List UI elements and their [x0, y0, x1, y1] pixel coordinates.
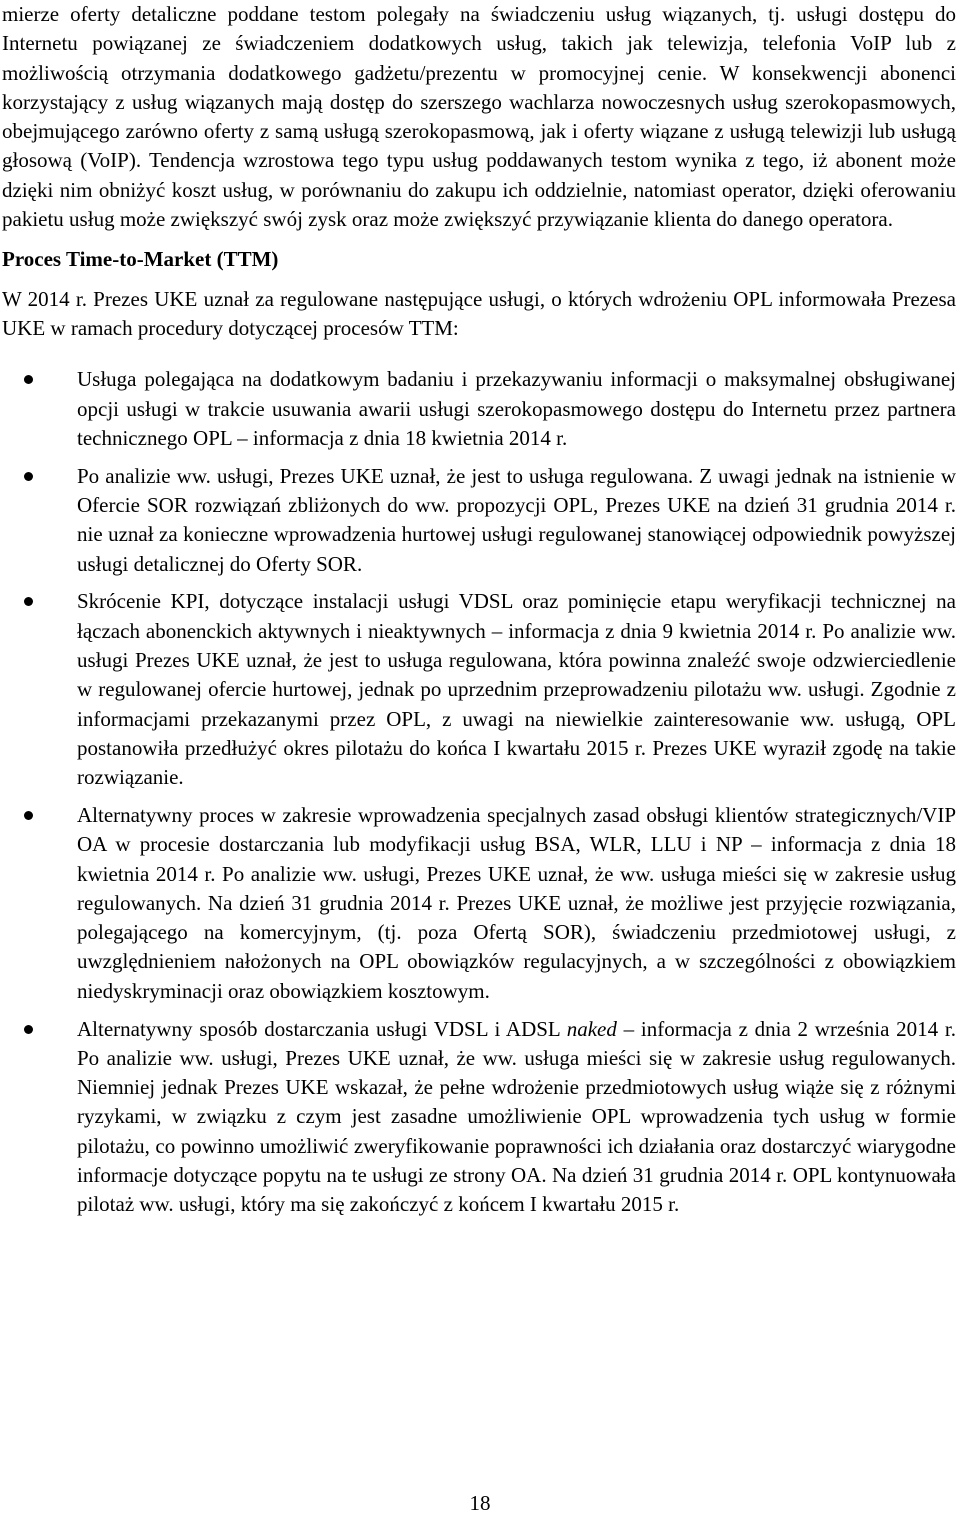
bullet-icon — [24, 1025, 33, 1034]
bullet-item-4 — [2, 801, 956, 1006]
services-bullet-list — [2, 365, 956, 1219]
bullet-text: Skrócenie KPI, dotyczące instalacji usługi VDSL oraz pominięcie etapu weryfikacji technicznej na łączach abonenckich aktywnych i nieaktywnych – informacja z dnia 9 kwietnia 2014 r. Po analizie ww. usługi Prezes UKE uznał, że jest to usługa regulowana, która powinna znaleźć swoje odzwierciedlenie w regulowanej ofercie hurtowej, jednak po uprzednim przeprowadzeniu pilotażu ww. usługi. Zgodnie z informacjami przekazanymi przez OPL, z uwagi na niewielkie zainteresowanie ww. usługą, OPL postanowiła przedłużyć okres pilotażu do końca I kwartału 2015 r. Prezes UKE wyraził zgodę na takie rozwiązanie. — [77, 589, 956, 790]
section-heading: Proces Time-to-Market (TTM) — [2, 247, 279, 272]
bullet-text: Po analizie ww. usługi, Prezes UKE uznał, że jest to usługa regulowana. Z uwagi jednak na istnienie w Ofercie SOR rozwiązań zbliżonych do ww. propozycji OPL, Prezes UKE na dzień 31 grudnia 2014 r. nie uznał za konieczne wprowadzenia hurtowej usługi regulowanej stanowiącej odpowiednik powyższej usługi detalicznej do Oferty SOR. — [77, 463, 956, 576]
bullet-icon — [24, 472, 33, 481]
bullet-item-2 — [2, 462, 956, 579]
bullet-item-5 — [2, 1015, 956, 1220]
section-intro-paragraph: W 2014 r. Prezes UKE uznał za regulowane następujące usługi, o których wdrożeniu OPL informowała Prezesa UKE w ramach procedury dotyczącej procesów TTM: — [2, 286, 956, 340]
bullet-icon — [24, 811, 33, 820]
bullet-item-3 — [2, 587, 956, 792]
bullet-item-1 — [2, 365, 956, 453]
bullet-text: Alternatywny proces w zakresie wprowadzenia specjalnych zasad obsługi klientów strategicznych/VIP OA w procesie dostarczania lub modyfikacji usług BSA, WLR, LLU i NP – informacja z dnia 18 kwietnia 2014 r. Po analizie ww. usługi, Prezes UKE uznał, że ww. usługa mieści się w zakresie usług regulowanych. Na dzień 31 grudnia 2014 r. Prezes UKE uznał, że możliwe jest przyjęcie rozwiązania, polegającego na komercyjnym, (tj. poza Ofertą SOR), świadczeniu przedmiotowej usługi, z uwzględnieniem nałożonych na OPL obowiązków regulacyjnych, a w szczególności z obowiązkiem niedyskryminacji oraz obowiązkiem kosztowym. — [77, 802, 956, 1003]
bullet-text-before: Alternatywny sposób dostarczania usługi VDSL i ADSL — [77, 1016, 567, 1041]
bullet-icon — [24, 375, 33, 384]
bullet-text-after: – informacja z dnia 2 września 2014 r. Po analizie ww. usługi, Prezes UKE uznał, że ww. usługa mieści się w zakresie usług regulowanych. Niemniej jednak Prezes UKE wskazał, że pełne wdrożenie przedmiotowych usług wiąże się z różnymi ryzykami, w związku z czym jest zasadne umożliwienie OPL wprowadzenia tych usług w formie pilotażu, co powinno umożliwić zweryfikowanie poprawności ich działania oraz dostarczyć wiarygodne informacje dotyczące popytu na te usługi ze strony OA. Na dzień 31 grudnia 2014 r. OPL kontynuowała pilotaż ww. usługi, który ma się zakończyć z końcem I kwartału 2015 r. — [77, 1016, 956, 1217]
bullet-icon — [24, 597, 33, 606]
intro-paragraph: mierze oferty detaliczne poddane testom polegały na świadczeniu usług wiązanych, tj. usługi dostępu do Internetu powiązanej ze świadczeniem dodatkowych usług, takich jak telewizja, telefonia VoIP lub z możliwością otrzymania dodatkowego gadżetu/prezentu w promocyjnej cenie. W konsekwencji abonenci korzystający z usług wiązanych mają dostęp do szerszego wachlarza nowoczesnych usług szerokopasmowych, obejmującego zarówno oferty z samą usługą szerokopasmową, jak i oferty wiązane z usługą telewizji lub usługą głosową (VoIP). Tendencja wzrostowa tego typu usług poddawanych testom wynika z tego, iż abonent może dzięki nim obniżyć koszt usług, w porównaniu do zakupu ich oddzielnie, natomiast operator, dzięki oferowaniu pakietu usług może zwiększyć swój zysk oraz może zwiększyć przywiązanie klienta do danego operatora. — [2, 2, 956, 232]
document-page — [2, 0, 956, 1228]
bullet-text: Usługa polegająca na dodatkowym badaniu i przekazywaniu informacji o maksymalnej obsługiwanej opcji usługi w trakcie usuwania awarii usługi szerokopasmowego dostępu do Internetu przez partnera technicznego OPL – informacja z dnia 18 kwietnia 2014 r. — [77, 367, 956, 450]
bullet-italic-term: naked — [566, 1016, 617, 1041]
page-number: 18 — [469, 1491, 491, 1515]
